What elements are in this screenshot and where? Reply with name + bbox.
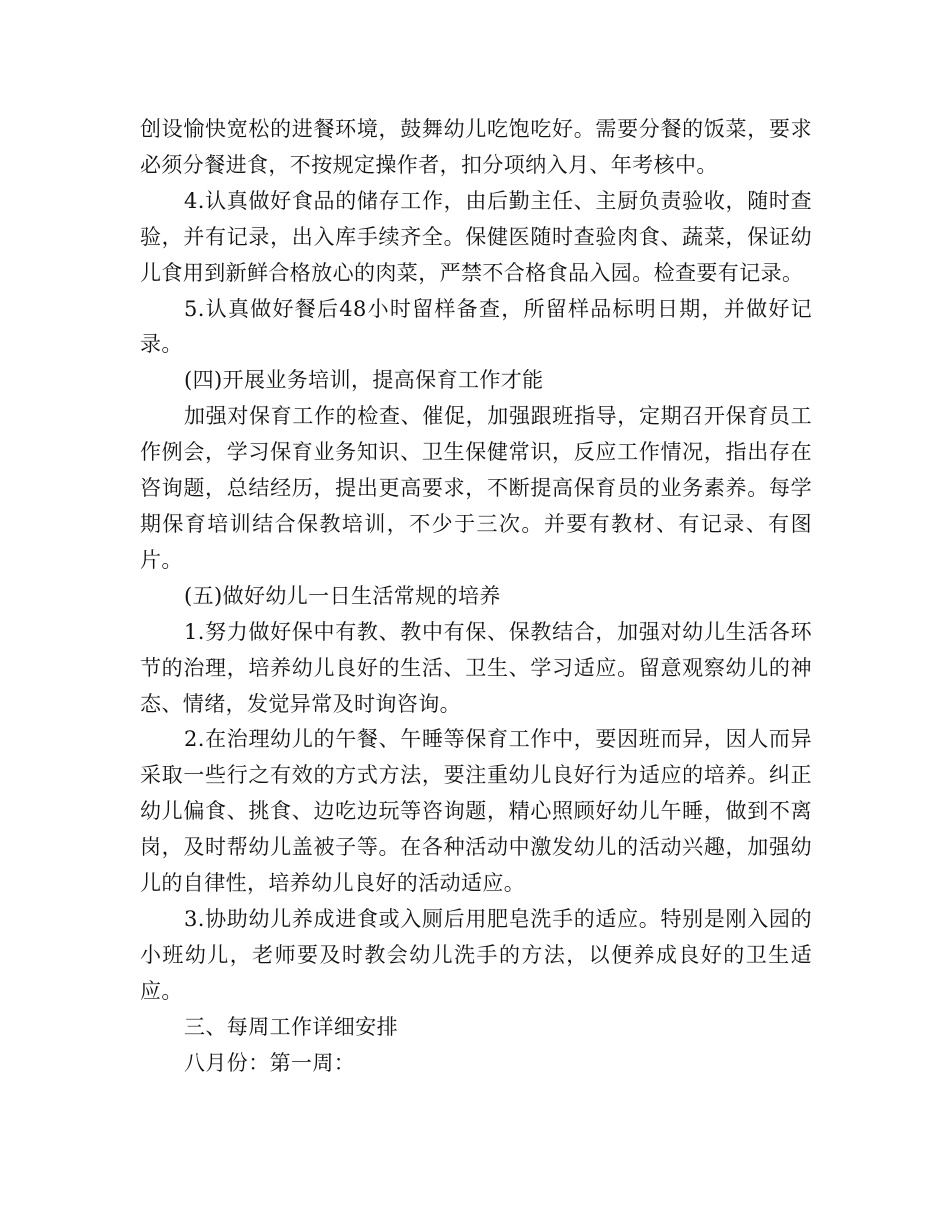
- section-heading-training: (四)开展业务培训，提高保育工作才能: [184, 368, 544, 393]
- paragraph-dining-environment: 创设愉快宽松的进餐环境，鼓舞幼儿吃饱吃好。需要分餐的饭菜，要求必须分餐进食，不按规定操作者，扣分项纳入月、年考核中。: [140, 117, 812, 177]
- paragraph-august-week-1: 八月份：第一周：: [184, 1050, 356, 1075]
- section-heading-weekly-plan: 三、每周工作详细安排: [184, 1014, 398, 1039]
- paragraph-food-storage: 4.认真做好食品的储存工作，由后勤主任、主厨负责验收，随时查验，并有记录，出入库手续齐全。保健医随时查验肉食、蔬菜，保证幼儿食用到新鲜合格放心的肉菜，严禁不合格食品入园。检查要有记录。: [140, 188, 812, 285]
- paragraph-routine-2: 2.在治理幼儿的午餐、午睡等保育工作中，要因班而异，因人而异采取一些行之有效的方式方法，要注重幼儿良好行为适应的培养。纠正幼儿偏食、挑食、边吃边玩等咨询题，精心照顾好幼儿午睡，做到不离岗，及时帮幼儿盖被子等。在各种活动中激发幼儿的活动兴趣，加强幼儿的自律性，培养幼儿良好的活动适应。: [140, 727, 812, 896]
- paragraph-training: 加强对保育工作的检查、催促，加强跟班指导，定期召开保育员工作例会，学习保育业务知识、卫生保健常识，反应工作情况，指出存在咨询题，总结经历，提出更高要求，不断提高保育员的业务素养。每学期保育培训结合保教培训，不少于三次。并要有教材、有记录、有图片。: [140, 404, 812, 572]
- paragraph-routine-3: 3.协助幼儿养成进食或入厕后用肥皂洗手的适应。特别是刚入园的小班幼儿，老师要及时教会幼儿洗手的方法，以便养成良好的卫生适应。: [140, 906, 812, 1003]
- document-body: [140, 112, 812, 1081]
- paragraph-routine-1: 1.努力做好保中有教、教中有保、保教结合，加强对幼儿生活各环节的治理，培养幼儿良好的生活、卫生、学习适应。留意观察幼儿的神态、情绪，发觉异常及时询咨询。: [140, 619, 812, 716]
- paragraph-sample-retention: 5.认真做好餐后48小时留样备查，所留样品标明日期，并做好记录。: [140, 296, 812, 357]
- section-heading-daily-routine: (五)做好幼儿一日生活常规的培养: [184, 583, 501, 608]
